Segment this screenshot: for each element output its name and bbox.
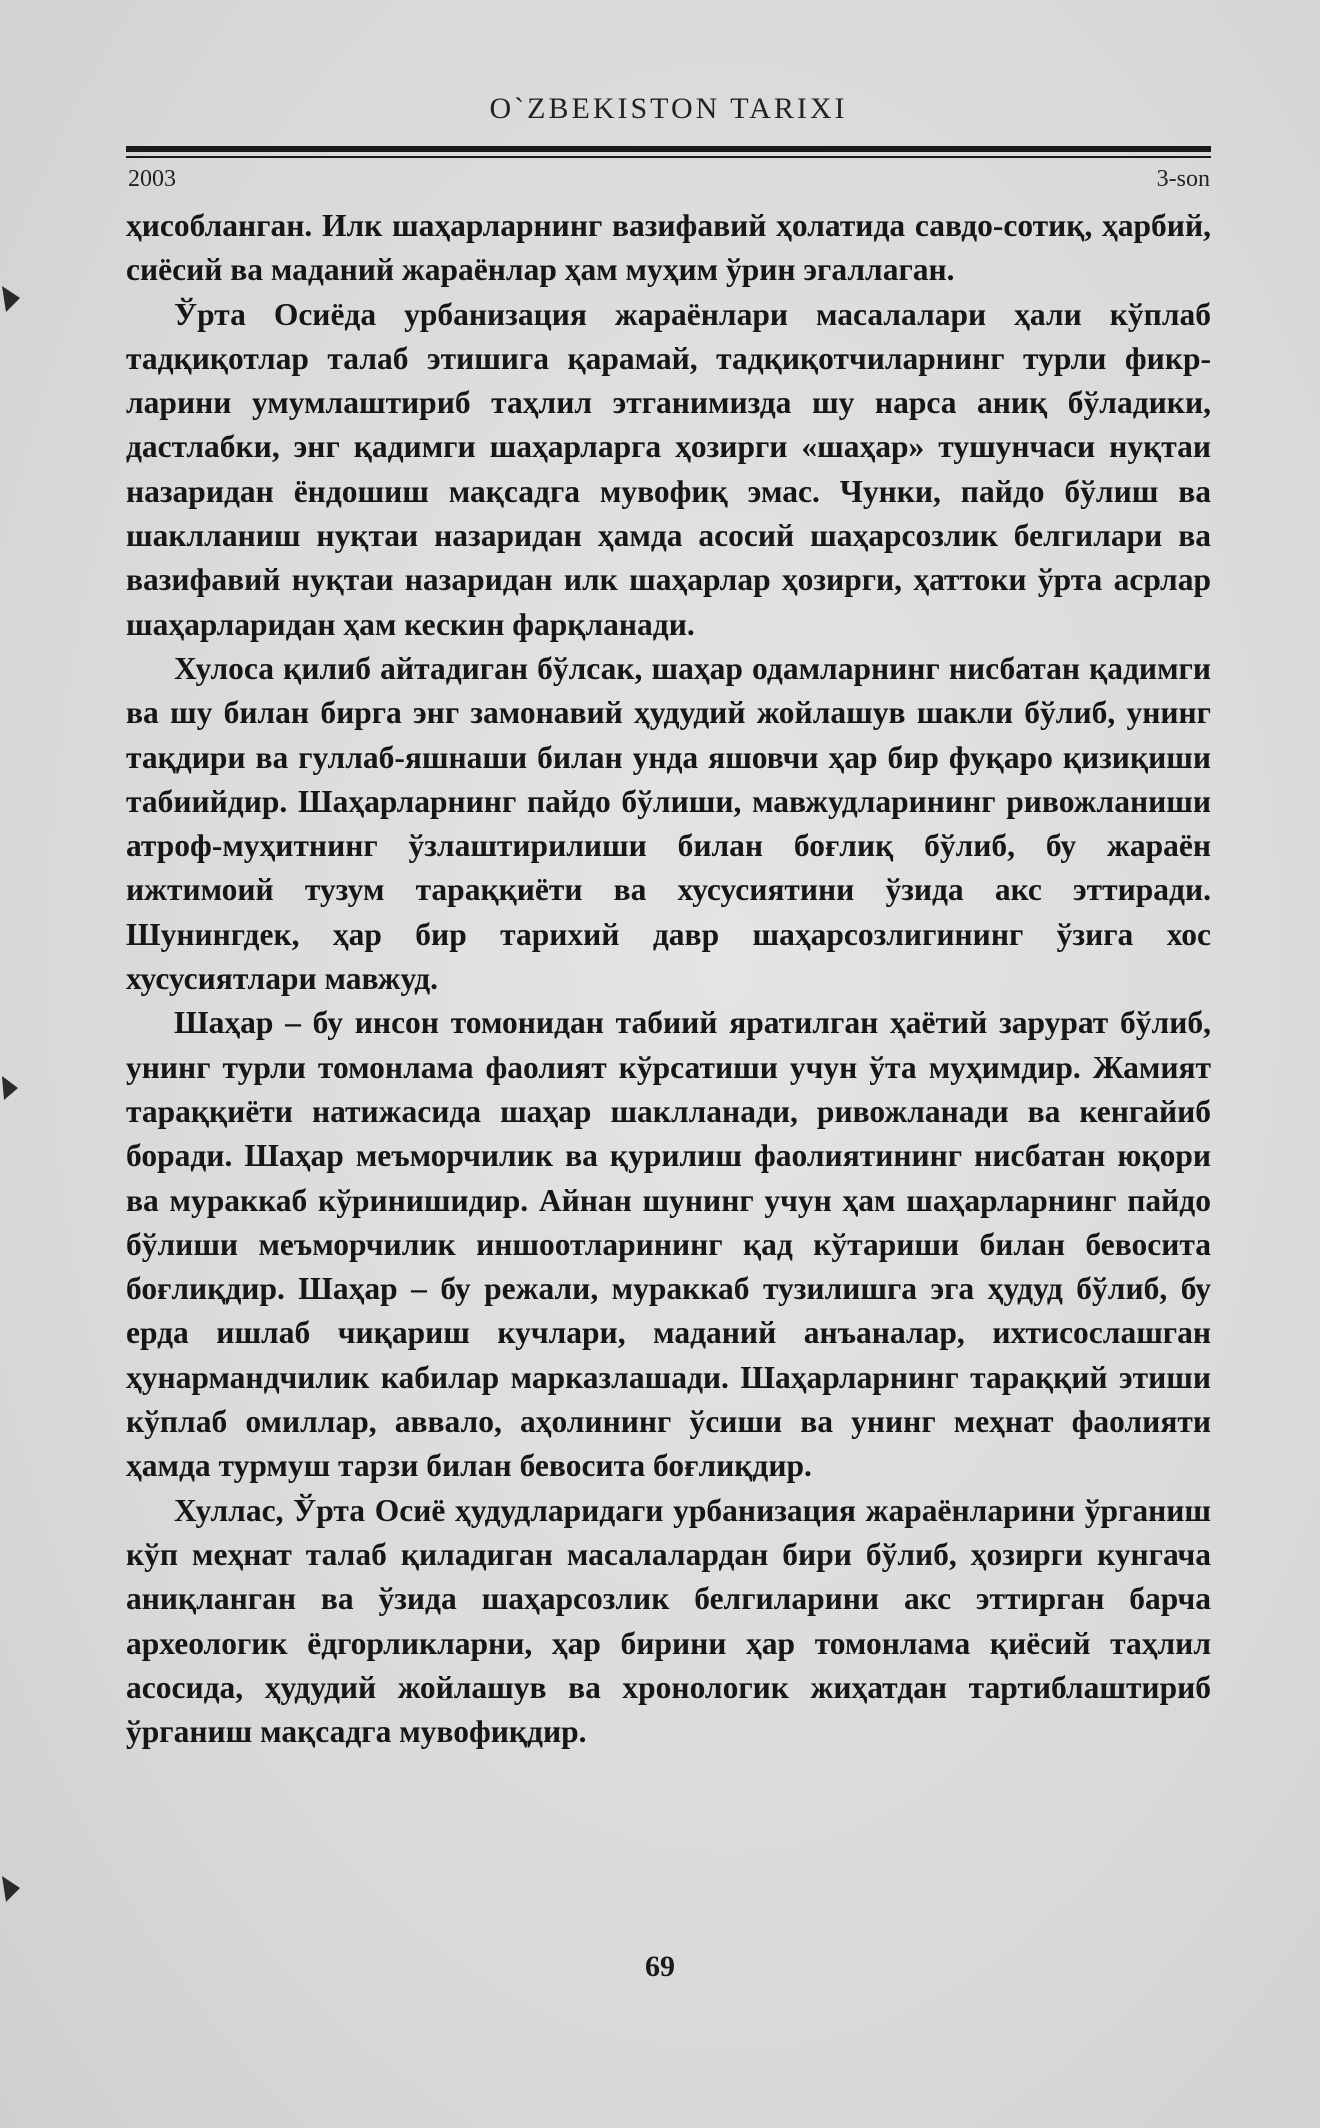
issue-number: 3-son <box>1156 166 1210 192</box>
article-body <box>126 204 1211 1754</box>
paragraph-summary: Хуллас, Ўрта Осиё ҳудудларидаги урбанизация жараёнларини ўрганиш кўп меҳнат талаб қиладиган масалалардан бири бўлиб, ҳозирги кунгача аниқланган ва ўзида шаҳарсозлик белгиларини акс эттирган барча археологик ёдгорликларни, ҳар бирини ҳар томонлама қиёсий таҳлил асосида, ҳудудий жойлашув ва хронологик жиҳатдан тартиблаштириб ўрганиш мақсадга мувофиқдир. <box>126 1492 1211 1750</box>
journal-title: O`ZBEKISTON TARIXI <box>489 92 848 125</box>
header-rule-thick <box>126 146 1211 152</box>
binding-hole-mark <box>0 1868 30 1908</box>
paragraph-city-definition: Шаҳар – бу инсон томонидан табиий яратилган ҳаётий зарурат бўлиб, унинг турли томонлама фаолият кўрсатиши учун ўта муҳимдир. Жамият тараққиёти натижасида шаҳар шаклланади, ривожланади ва кенгайиб боради. Шаҳар меъморчилик ва қурилиш фаолиятининг нисбатан юқори ва мураккаб кўринишидир. Айнан шунинг учун ҳам шаҳарларнинг пайдо бўлиши меъморчилик иншоотларининг қад кўтариши билан бевосита боғлиқдир. Шаҳар – бу режали, мураккаб тузилишга эга ҳудуд бўлиб, бу ерда ишлаб чиқариш кучлари, маданий анъаналар, ихтисослашган ҳунармандчилик кабилар марказлашади. Шаҳарларнинг тараққий этиши кўплаб омиллар, аввало, аҳолининг ўсиши ва унинг меҳнат фаолияти ҳамда турмуш тарзи билан бевосита боғлиқдир. <box>126 1005 1211 1484</box>
page-number: 69 <box>645 1950 675 1983</box>
paragraph-urbanization: Ўрта Осиёда урбанизация жараёнлари масалалари ҳали кўплаб тадқиқотлар талаб этишига қарамай, тадқиқотчиларнинг турли фикрларини умумлаштириб таҳлил этганимизда шу нарса аниқ бўладики, дастлабки, энг қадимги шаҳарларга ҳозирги «шаҳар» тушунчаси нуқтаи назаридан ёндошиш мақсадга мувофиқ эмас. Чунки, пайдо бўлиш ва шаклланиш нуқтаи назаридан ҳамда асосий шаҳарсозлик белгилари ва вазифавий нуқтаи назаридан илк шаҳарлар ҳозирги, ҳаттоки ўрта асрлар шаҳарларидан ҳам кескин фарқланади. <box>126 296 1211 642</box>
header-rule-thin <box>126 156 1211 158</box>
issue-year: 2003 <box>128 166 176 192</box>
paragraph-continuation: ҳисобланган. Илк шаҳарларнинг вазифавий ҳолатида савдо-сотиқ, ҳарбий, сиёсий ва маданий жараёнлар ҳам муҳим ўрин эгаллаган. <box>126 208 1211 288</box>
paragraph-conclusion: Хулоса қилиб айтадиган бўлсак, шаҳар одамларнинг нисбатан қадимги ва шу билан бирга энг замонавий ҳудудий жойлашув шакли бўлиб, унинг тақдири ва гуллаб-яшнаши билан унда яшовчи ҳар бир фуқаро қизиқиши табиийдир. Шаҳарларнинг пайдо бўлиши, мавжудларининг ривожланиши атроф-муҳитнинг ўзлаштирилиши билан боғлиқ бўлиб, бу жараён ижтимоий тузум тараққиёти ва хусусиятини ўзида акс эттиради. Шунингдек, ҳар бир тарихий давр шаҳарсозлигининг ўзига хос хусусиятлари мавжуд. <box>126 650 1211 997</box>
binding-hole-mark <box>0 278 30 318</box>
binding-hole-mark <box>0 1068 30 1108</box>
